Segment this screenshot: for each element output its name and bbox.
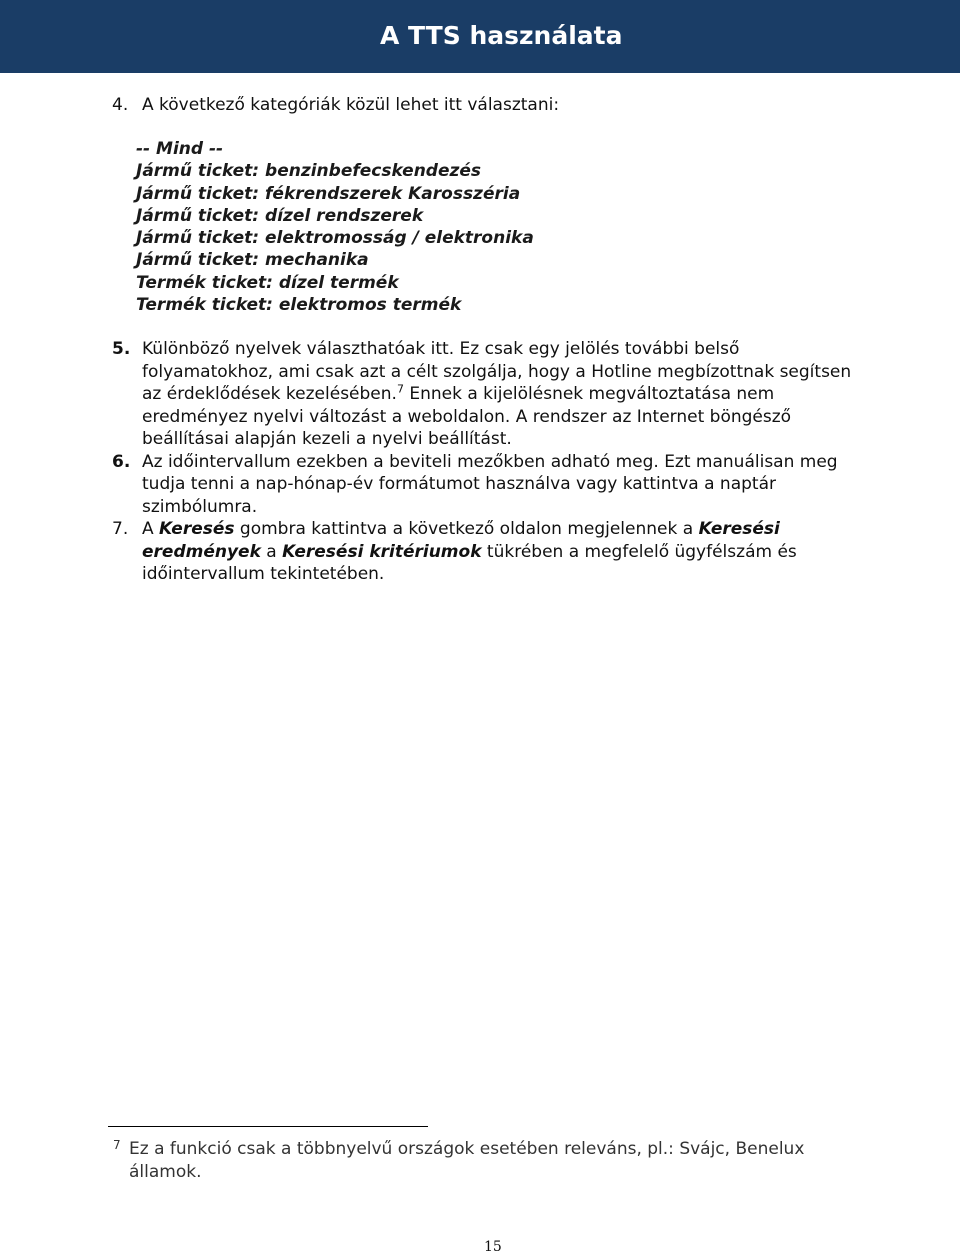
category-item: Jármű ticket: elektromosság / elektronika: [136, 228, 534, 249]
footnote-divider: [108, 1126, 428, 1127]
item-6: [112, 451, 872, 519]
numbered-items: [112, 338, 872, 586]
item-5-text-b: Ennek a kijelölésnek megváltoztatása nem eredményez nyelvi változást a weboldalon. A rendszer az Internet böngésző beállításai alapján kezeli a nyelvi beállítást.: [142, 384, 792, 449]
footnote: [113, 1138, 833, 1184]
category-item: Termék ticket: dízel termék: [136, 272, 399, 293]
page-number: 15: [484, 1239, 502, 1255]
category-item: Jármű ticket: fékrendszerek Karosszéria: [136, 183, 521, 204]
category-item: -- Mind --: [136, 139, 224, 159]
item-7-text: [142, 518, 872, 586]
intro-text: A következő kategóriák közül lehet itt választani:: [142, 95, 560, 115]
item-7: [112, 518, 872, 586]
criteria-term: Keresési kritériumok: [282, 541, 482, 562]
item-7-text-part: a: [260, 541, 283, 562]
item-number: 7.: [112, 519, 129, 539]
item-number: 5.: [112, 339, 131, 359]
footnote-mark: 7: [113, 1138, 121, 1152]
item-5: [112, 338, 872, 451]
intro-line: [112, 94, 559, 116]
search-term: Keresés: [159, 519, 235, 539]
item-5-text-a: Különböző nyelvek választhatóak itt. Ez csak egy jelölés további belső folyamatokhoz, ami csak azt a célt szolgálja, hogy a Hotline megbízottnak segítsen az érdeklődések kezelésében.: [142, 339, 852, 404]
footnote-ref[interactable]: 7: [396, 382, 404, 396]
category-list: [136, 138, 534, 316]
item-7-text-part: tükrében a megfelelő ügyfélszám és időintervallum tekintetében.: [142, 541, 797, 584]
item-number: 6.: [112, 451, 131, 472]
results-term: Keresési eredmények: [142, 519, 780, 562]
footnote-text: Ez a funkció csak a többnyelvű országok esetében releváns, pl.: Svájc, Benelux államok.: [129, 1139, 805, 1182]
category-item: Termék ticket: elektromos termék: [136, 295, 462, 316]
item-number: 4.: [112, 95, 129, 115]
category-item: Jármű ticket: benzinbefecskendezés: [136, 161, 482, 182]
item-7-text-part: gombra kattintva a következő oldalon megjelennek a: [234, 519, 699, 539]
item-7-text-part: A: [142, 519, 160, 539]
header-bar: [0, 0, 960, 73]
item-6-text: Az időintervallum ezekben a beviteli mezőkben adható meg. Ezt manuálisan meg tudja tenni a nap-hónap-év formátumot használva vagy kattintva a naptár szimbólumra.: [142, 451, 838, 517]
category-item: Jármű ticket: dízel rendszerek: [136, 205, 424, 226]
item-5-text: [142, 338, 872, 451]
category-item: Jármű ticket: mechanika: [136, 250, 369, 271]
page-title: A TTS használata: [380, 21, 623, 50]
